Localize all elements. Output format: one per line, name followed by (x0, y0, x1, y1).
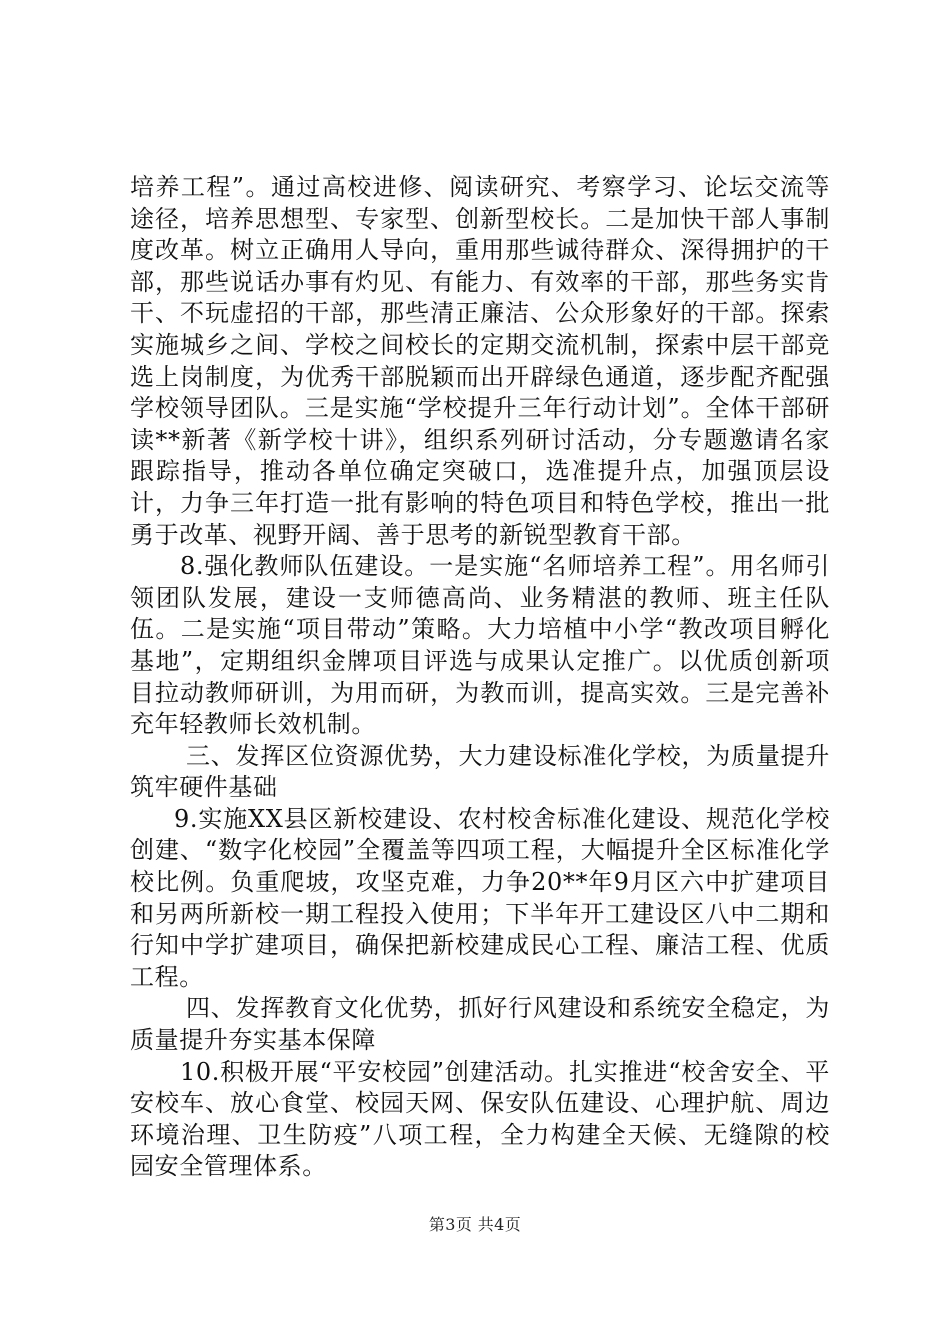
section-heading-4: 四、发挥教育文化优势，抓好行风建设和系统安全稳定，为质量提升夯实基本保障 (130, 994, 830, 1055)
paragraph-item-8: 8.强化教师队伍建设。一是实施“名师培养工程”。用名师引领团队发展，建设一支师德高尚、业务精湛的教师、班主任队伍。二是实施“项目带动”策略。大力培植中小学“教改项目孵化基地”，定期组织金牌项目评选与成果认定推广。以优质创新项目拉动教师研训，为用而研，为教而训，提高实效。三是完善补充年轻教师长效机制。 (130, 552, 830, 739)
paragraph-item-9: 9.实施XX县区新校建设、农村校舍标准化建设、规范化学校创建、“数字化校园”全覆盖等四项工程，大幅提升全区标准化学校比例。负重爬坡，攻坚克难，力争20**年9月区六中扩建项目和另两所新校一期工程投入使用；下半年开工建设区八中二期和行知中学扩建项目，确保把新校建成民心工程、廉洁工程、优质工程。 (130, 804, 830, 991)
paragraph-continuation: 培养工程”。通过高校进修、阅读研究、考察学习、论坛交流等途径，培养思想型、专家型、创新型校长。二是加快干部人事制度改革。树立正确用人导向，重用那些诚待群众、深得拥护的干部，那些说话办事有灼见、有能力、有效率的干部，那些务实肯干、不玩虚招的干部，那些清正廉洁、公众形象好的干部。探索实施城乡之间、学校之间校长的定期交流机制，探索中层干部竞选上岗制度，为优秀干部脱颖而出开辟绿色通道，逐步配齐配强学校领导团队。三是实施“学校提升三年行动计划”。全体干部研读**新著《新学校十讲》，组织系列研讨活动，分专题邀请名家跟踪指导，推动各单位确定突破口，选准提升点，加强顶层设计，力争三年打造一批有影响的特色项目和特色学校，推出一批勇于改革、视野开阔、善于思考的新锐型教育干部。 (130, 173, 830, 549)
page-number-footer: 第3页 共4页 (428, 1215, 522, 1234)
paragraph-item-10: 10.积极开展“平安校园”创建活动。扎实推进“校舍安全、平安校车、放心食堂、校园天网、保安队伍建设、心理护航、周边环境治理、卫生防疫”八项工程，全力构建全天候、无缝隙的校园安全管理体系。 (130, 1057, 830, 1181)
section-heading-3: 三、发挥区位资源优势，大力建设标准化学校，为质量提升筑牢硬件基础 (130, 741, 830, 802)
document-body (130, 172, 830, 1183)
